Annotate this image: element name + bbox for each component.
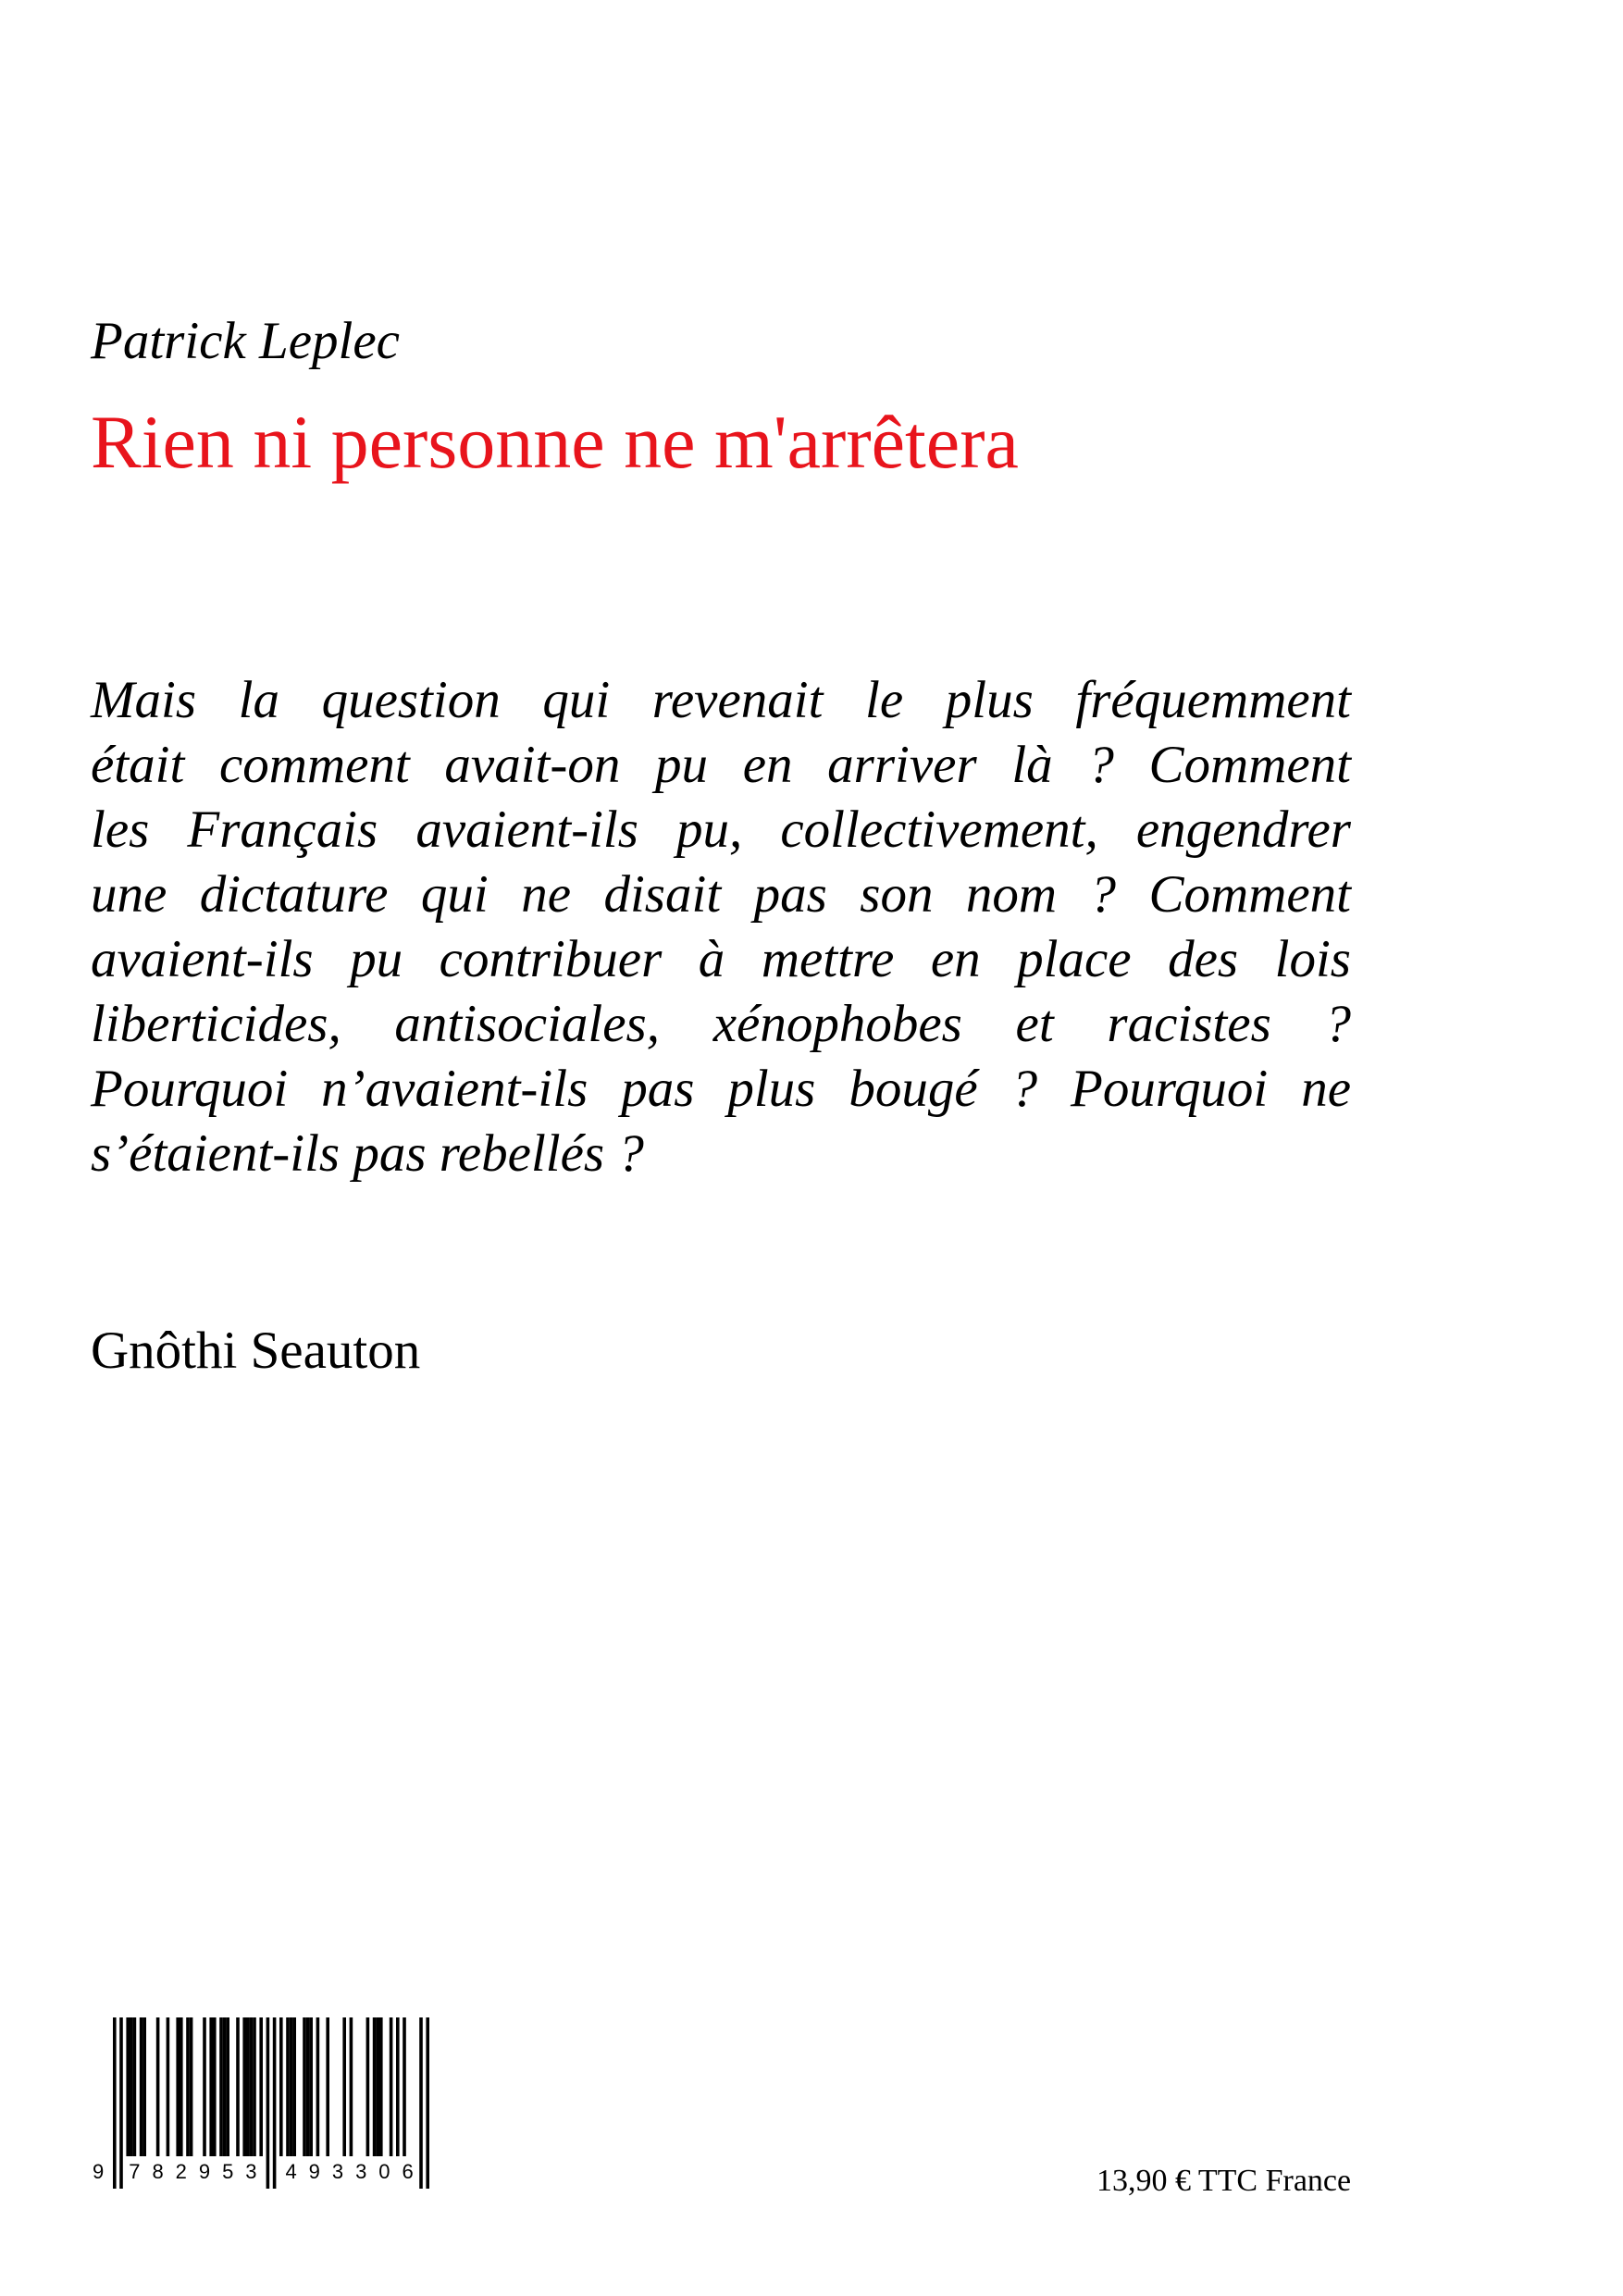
blurb-line: Mais la question qui revenait le plus fréquemment <box>91 671 1351 729</box>
barcode-bar <box>290 2017 293 2156</box>
barcode-digit: 5 <box>222 2160 234 2183</box>
barcode-digit: 9 <box>198 2160 211 2183</box>
barcode-digit: 4 <box>285 2160 297 2183</box>
barcode-bar <box>306 2017 310 2156</box>
barcode-bar <box>113 2017 117 2189</box>
barcode-bar <box>396 2017 400 2156</box>
barcode-bar <box>140 2017 143 2156</box>
barcode-bar <box>326 2017 329 2156</box>
blurb-line: s’étaient-ils pas rebellés ? <box>91 1124 644 1183</box>
barcode-bar <box>209 2017 213 2156</box>
barcode-digit: 3 <box>331 2160 344 2183</box>
barcode-bar <box>273 2017 277 2189</box>
barcode-bar <box>350 2017 353 2156</box>
blurb-line: une dictature qui ne disait pas son nom ? Comment <box>91 865 1351 924</box>
barcode-bar <box>176 2017 180 2156</box>
barcode-bar <box>286 2017 290 2156</box>
barcode-digits <box>93 2160 414 2183</box>
barcode-bar <box>366 2017 370 2156</box>
barcode-bar <box>279 2017 283 2156</box>
back-cover-blurb <box>91 668 1351 1186</box>
blurb-line: les Français avaient-ils pu, collectivement, engendrer <box>91 800 1351 859</box>
barcode-bar <box>119 2017 123 2189</box>
barcode-digit: 7 <box>129 2160 141 2183</box>
author-name: Patrick Leplec <box>91 312 400 370</box>
barcode-bar <box>309 2017 313 2156</box>
price-label: 13,90 € TTC France <box>1096 2164 1352 2198</box>
barcode-bar <box>142 2017 146 2156</box>
barcode-bar <box>266 2017 270 2189</box>
barcode-digit: 8 <box>152 2160 164 2183</box>
barcode-bar <box>180 2017 183 2156</box>
barcode-bar <box>316 2017 320 2156</box>
barcode-bar <box>419 2017 423 2189</box>
barcode-bar <box>236 2017 240 2156</box>
barcode-bar <box>190 2017 193 2156</box>
barcode-bar <box>390 2017 393 2156</box>
barcode-bar <box>223 2017 227 2156</box>
barcode-bar <box>246 2017 250 2156</box>
blurb-line: Pourquoi n’avaient-ils pas plus bougé ? Pourquoi ne <box>91 1060 1351 1118</box>
barcode-bar <box>133 2017 137 2156</box>
barcode-digit: 9 <box>93 2160 105 2183</box>
isbn-barcode <box>85 2012 448 2197</box>
barcode-bar <box>426 2017 429 2189</box>
blurb-line: liberticides, antisociales, xénophobes et racistes ? <box>91 995 1351 1053</box>
barcode-bar <box>213 2017 217 2156</box>
barcode-bar <box>156 2017 160 2156</box>
barcode-digit: 9 <box>308 2160 320 2183</box>
barcode-bar <box>250 2017 254 2156</box>
blurb-line: était comment avait-on pu en arriver là ? Comment <box>91 736 1351 794</box>
barcode-bar <box>259 2017 263 2156</box>
barcode-digit: 3 <box>245 2160 257 2183</box>
barcode-bar <box>219 2017 223 2156</box>
barcode-bar <box>253 2017 256 2156</box>
barcode-bar <box>167 2017 170 2156</box>
barcode-bar <box>303 2017 306 2156</box>
publisher-name: Gnôthi Seauton <box>91 1322 421 1380</box>
barcode-bar <box>376 2017 379 2156</box>
barcode-digit: 2 <box>175 2160 187 2183</box>
barcode-bar <box>403 2017 406 2156</box>
barcode-bar <box>373 2017 377 2156</box>
barcode-digit: 6 <box>402 2160 414 2183</box>
barcode-bar <box>379 2017 383 2156</box>
barcode-bar <box>130 2017 133 2156</box>
barcode-bar <box>186 2017 190 2156</box>
barcode-bar <box>226 2017 229 2156</box>
barcode-bar <box>126 2017 130 2156</box>
barcode-digit: 3 <box>355 2160 367 2183</box>
barcode-bar <box>292 2017 296 2156</box>
blurb-line: avaient-ils pu contribuer à mettre en place des lois <box>91 930 1351 988</box>
barcode-bar <box>342 2017 346 2156</box>
book-title: Rien ni personne ne m'arrêtera <box>91 400 1019 484</box>
barcode-bar <box>203 2017 206 2156</box>
barcode-digit: 0 <box>378 2160 390 2183</box>
barcode-bar <box>242 2017 246 2156</box>
